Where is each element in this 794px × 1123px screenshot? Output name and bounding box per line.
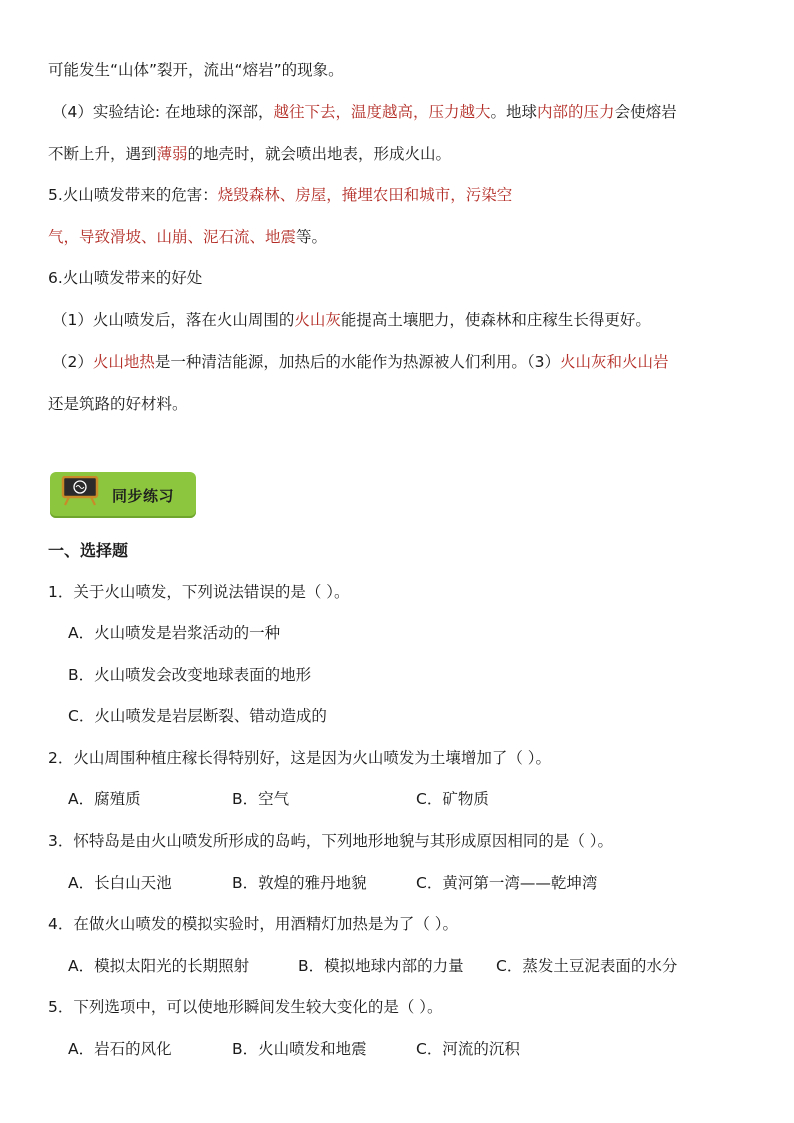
hazards-suffix: 等。 xyxy=(296,228,328,246)
benefit-3-cont: 还是筑路的好材料。 xyxy=(48,395,188,413)
question-2-stem: 2．火山周围种植庄稼长得特别好，这是因为火山喷发为土壤增加了（ ）。 xyxy=(48,749,552,767)
conclusion-mid-2: 会使熔岩 xyxy=(614,103,677,121)
question-2-option-b: B．空气 xyxy=(232,790,290,808)
blackboard-icon xyxy=(60,476,100,506)
question-4-option-c: C．蒸发土豆泥表面的水分 xyxy=(496,957,678,975)
question-3-option-c: C．黄河第一湾——乾坤湾 xyxy=(416,874,598,892)
hazards-list-a: 烧毁森林、房屋，掩埋农田和城市，污染空 xyxy=(217,186,513,204)
benefit-2 xyxy=(52,352,754,372)
question-3-option-a: A．长白山天池 xyxy=(68,874,172,892)
benefit-2-mid: 是一种清洁能源，加热后的水能作为热源被人们利用。（3） xyxy=(154,353,561,371)
benefits-title: 6.火山喷发带来的好处 xyxy=(48,269,203,287)
question-2-option-a: A．腐殖质 xyxy=(68,790,141,808)
question-4-stem: 4．在做火山喷发的模拟实验时，用酒精灯加热是为了（ ）。 xyxy=(48,915,459,933)
question-4-option-b: B．模拟地球内部的力量 xyxy=(298,957,464,975)
hazards-line xyxy=(48,185,754,205)
question-5-option-c: C．河流的沉积 xyxy=(416,1040,520,1058)
question-1-stem: 1．关于火山喷发，下列说法错误的是（ ）。 xyxy=(48,583,350,601)
benefit-1 xyxy=(52,310,754,330)
experiment-conclusion xyxy=(52,102,754,122)
hazards-line-cont xyxy=(48,227,754,247)
conclusion-key-3: 薄弱 xyxy=(156,145,188,163)
question-5-option-b: B．火山喷发和地震 xyxy=(232,1040,367,1058)
experiment-conclusion-cont xyxy=(48,144,754,164)
conclusion-key-2: 内部的压力 xyxy=(537,103,615,121)
question-5-stem: 5．下列选项中，可以使地形瞬间发生较大变化的是（ ）。 xyxy=(48,998,443,1016)
question-3-option-b: B．敦煌的雅丹地貌 xyxy=(232,874,367,892)
question-2-option-c: C．矿物质 xyxy=(416,790,489,808)
conclusion-prefix: （4）实验结论: 在地球的深部， xyxy=(52,103,274,121)
question-1-option-c: C．火山喷发是岩层断裂、错动造成的 xyxy=(68,707,327,725)
question-1-option-a: A．火山喷发是岩浆活动的一种 xyxy=(68,624,281,642)
banner-label: 同步练习 xyxy=(112,487,175,505)
practice-banner xyxy=(50,472,196,518)
conclusion-cont-suffix: 的地壳时，就会喷出地表，形成火山。 xyxy=(187,145,452,163)
conclusion-key-1: 越往下去，温度越高，压力越大 xyxy=(273,103,491,121)
benefit-1-key: 火山灰 xyxy=(294,311,341,329)
hazards-title: 5.火山喷发带来的危害： xyxy=(48,186,218,204)
conclusion-cont-prefix: 不断上升，遇到 xyxy=(48,145,157,163)
question-4-option-a: A．模拟太阳光的长期照射 xyxy=(68,957,250,975)
benefit-1-prefix: （1）火山喷发后，落在火山周围的 xyxy=(52,311,295,329)
question-1-option-b: B．火山喷发会改变地球表面的地形 xyxy=(68,666,312,684)
question-5-option-a: A．岩石的风化 xyxy=(68,1040,172,1058)
conclusion-mid-1: 。地球 xyxy=(490,103,538,121)
section-title: 一、选择题 xyxy=(48,541,129,560)
note-line-1: 可能发生“山体”裂开，流出“熔岩”的现象。 xyxy=(48,61,344,79)
benefit-1-suffix: 能提高土壤肥力，使森林和庄稼生长得更好。 xyxy=(340,311,651,329)
hazards-list-b: 气，导致滑坡、山崩、泥石流、地震 xyxy=(48,228,297,246)
benefit-2-prefix: （2） xyxy=(52,353,93,371)
benefit-2-key: 火山地热 xyxy=(92,353,155,371)
benefit-3-key: 火山灰和火山岩 xyxy=(560,353,669,371)
question-3-stem: 3．怀特岛是由火山喷发所形成的岛屿，下列地形地貌与其形成原因相同的是（ ）。 xyxy=(48,832,614,850)
